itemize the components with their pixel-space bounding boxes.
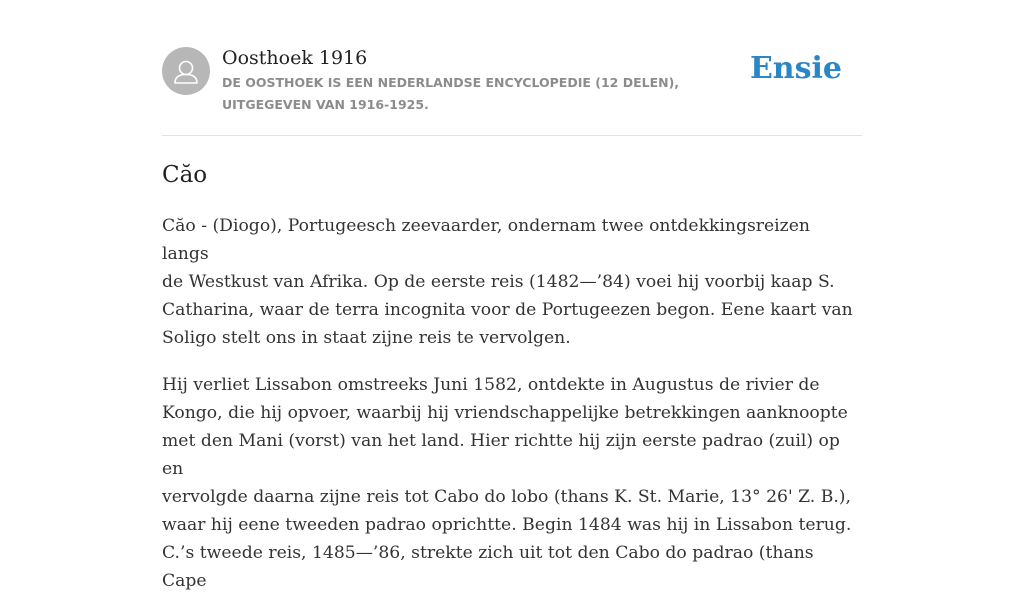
source-title[interactable]: Oosthoek 1916 bbox=[222, 47, 368, 69]
article-paragraph: Căo - (Diogo), Portugeesch zeevaarder, ondernam twee ontdekkingsreizen langs de Westkust van Afrika. Op de eerste reis (1482—’84) voei hij voorbij kaap S. Catharina, waar de terra incognita voor de Portugeezen begon. Eene kaart van Soligo stelt ons in staat zijne reis te vervolgen. bbox=[162, 216, 853, 348]
source-header bbox=[162, 44, 862, 136]
source-avatar[interactable] bbox=[162, 47, 210, 95]
article-title: Căo bbox=[162, 162, 208, 188]
user-icon bbox=[162, 47, 210, 95]
article-body bbox=[162, 212, 862, 614]
source-description: DE OOSTHOEK IS EEN NEDERLANDSE ENCYCLOPEDIE (12 DELEN), UITGEGEVEN VAN 1916-1925. bbox=[222, 75, 680, 112]
article-paragraph: Hij verliet Lissabon omstreeks Juni 1582, ontdekte in Augustus de rivier de Kongo, die hij opvoer, waarbij hij vriendschappelijke betrekkingen aanknoopte met den Mani (vorst) van het land. Hier richtte hij zijn eerste padrao (zuil) op en vervolgde daarna zijne reis tot Cabo do lobo (thans K. St. Marie, 13° 26' Z. B.), waar hij eene tweeden padrao oprichtte. Begin 1484 was hij in Lissabon terug. C.’s tweede reis, 1485—’86, strekte zich uit tot den Cabo do padrao (thans Cape bbox=[162, 375, 852, 591]
ensie-logo-link[interactable]: Ensie bbox=[749, 51, 842, 86]
